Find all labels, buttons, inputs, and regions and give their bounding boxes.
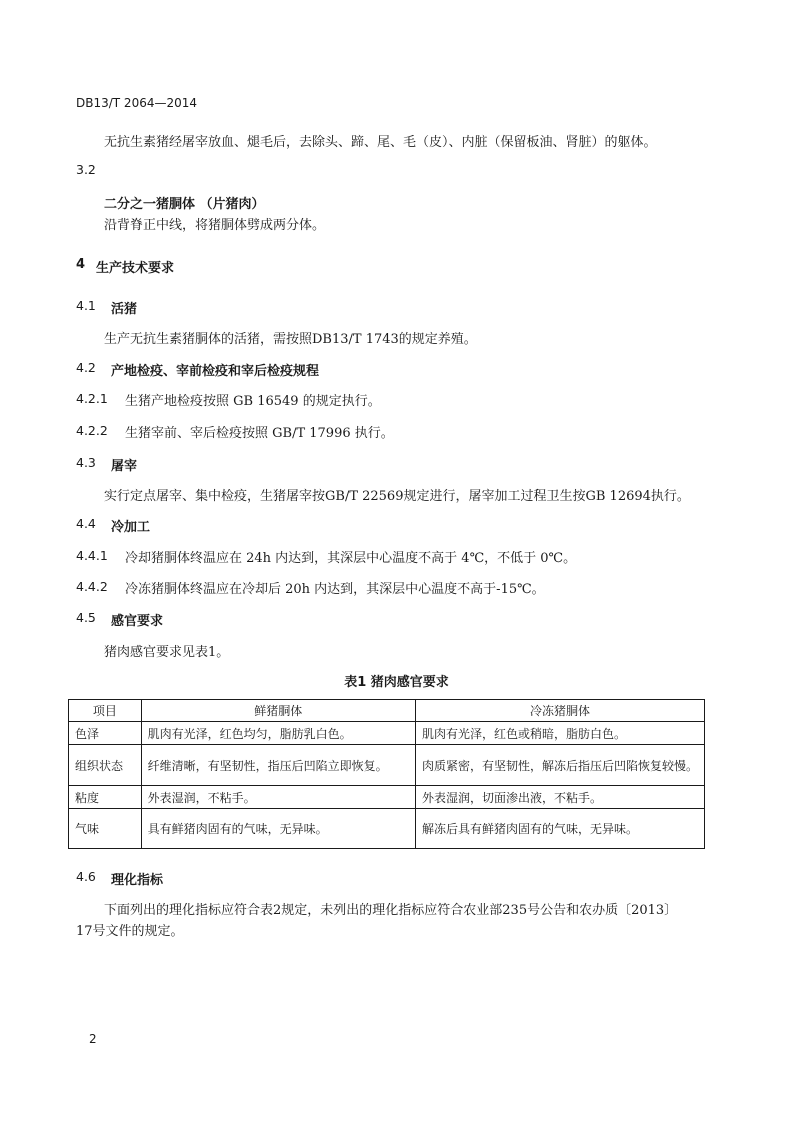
section-3-2-definition: 沿背脊正中线，将猪胴体劈成两分体。 xyxy=(104,218,326,233)
section-4-4-number: 4.4 xyxy=(76,516,96,531)
table-cell: 肌肉有光泽，红色或稍暗，脂肪白色。 xyxy=(415,722,704,745)
section-3-2-number: 3.2 xyxy=(76,162,96,177)
section-4-1-number: 4.1 xyxy=(76,298,96,313)
section-4-1-text: 生产无抗生素猪胴体的活猪，需按照DB13/T 1743的规定养殖。 xyxy=(104,332,477,347)
section-4-3-text: 实行定点屠宰、集中检疫，生猪屠宰按GB/T 22569规定进行，屠宰加工过程卫生按GB 12694执行。 xyxy=(104,489,690,504)
section-4-4-2-text: 冷冻猪胴体终温应在冷却后 20h 内达到，其深层中心温度不高于-15℃。 xyxy=(125,582,545,597)
table-cell: 色泽 xyxy=(69,722,142,745)
table-cell: 具有鲜猪肉固有的气味，无异味。 xyxy=(141,809,415,849)
table-cell: 纤维清晰，有坚韧性，指压后凹陷立即恢复。 xyxy=(141,745,415,786)
section-4-4-title: 冷加工 xyxy=(111,520,151,535)
section-4-2-number: 4.2 xyxy=(76,360,96,375)
table-header-frozen: 冷冻猪胴体 xyxy=(415,700,704,722)
sensory-requirements-table xyxy=(68,699,705,849)
section-4-2-1-text: 生猪产地检疫按照 GB 16549 的规定执行。 xyxy=(125,394,381,409)
section-4-title: 生产技术要求 xyxy=(96,261,175,276)
section-4-4-1-text: 冷却猪胴体终温应在 24h 内达到，其深层中心温度不高于 4℃，不低于 0℃。 xyxy=(125,551,577,566)
table-cell: 粘度 xyxy=(69,786,142,809)
section-4-5-text: 猪肉感官要求见表1。 xyxy=(104,645,230,660)
table-1-caption: 表1 猪肉感官要求 xyxy=(344,675,449,690)
section-4-number: 4 xyxy=(76,257,86,272)
table-cell: 外表湿润，不粘手。 xyxy=(141,786,415,809)
section-4-4-2-number: 4.4.2 xyxy=(76,579,108,594)
section-4-4-1-number: 4.4.1 xyxy=(76,548,108,563)
table-cell: 解冻后具有鲜猪肉固有的气味，无异味。 xyxy=(415,809,704,849)
table-cell: 组织状态 xyxy=(69,745,142,786)
table-cell: 肌肉有光泽，红色均匀，脂肪乳白色。 xyxy=(141,722,415,745)
definition-3-1-text: 无抗生素猪经屠宰放血、煺毛后，去除头、蹄、尾、毛（皮）、内脏（保留板油、肾脏）的躯体。 xyxy=(104,135,657,150)
section-4-2-title: 产地检疫、宰前检疫和宰后检疫规程 xyxy=(111,364,320,379)
table-header-row xyxy=(69,700,705,722)
document-code: DB13/T 2064—2014 xyxy=(76,96,198,110)
section-4-2-1-number: 4.2.1 xyxy=(76,391,108,406)
table-cell: 气味 xyxy=(69,809,142,849)
table-cell: 外表湿润，切面渗出液，不粘手。 xyxy=(415,786,704,809)
section-4-1-title: 活猪 xyxy=(111,302,138,317)
section-4-3-title: 屠宰 xyxy=(111,459,138,474)
table-row xyxy=(69,722,705,745)
section-4-6-text-line-1: 下面列出的理化指标应符合表2规定，未列出的理化指标应符合农业部235号公告和农办质〔2013〕 xyxy=(104,903,678,918)
section-4-2-2-number: 4.2.2 xyxy=(76,423,108,438)
page-number: 2 xyxy=(89,1032,97,1046)
section-3-2-term: 二分之一猪胴体 （片猪肉） xyxy=(104,197,265,212)
section-4-6-text-line-2: 17号文件的规定。 xyxy=(76,924,184,939)
section-4-2-2-text: 生猪宰前、宰后检疫按照 GB/T 17996 执行。 xyxy=(125,426,394,441)
table-header-item: 项目 xyxy=(69,700,142,722)
section-4-5-title: 感官要求 xyxy=(111,614,164,629)
section-4-6-number: 4.6 xyxy=(76,869,96,884)
section-4-3-number: 4.3 xyxy=(76,455,96,470)
table-cell: 肉质紧密，有坚韧性，解冻后指压后凹陷恢复较慢。 xyxy=(415,745,704,786)
table-row xyxy=(69,809,705,849)
table-row xyxy=(69,786,705,809)
table-header-fresh: 鲜猪胴体 xyxy=(141,700,415,722)
section-4-5-number: 4.5 xyxy=(76,610,96,625)
table-row xyxy=(69,745,705,786)
section-4-6-title: 理化指标 xyxy=(111,873,164,888)
